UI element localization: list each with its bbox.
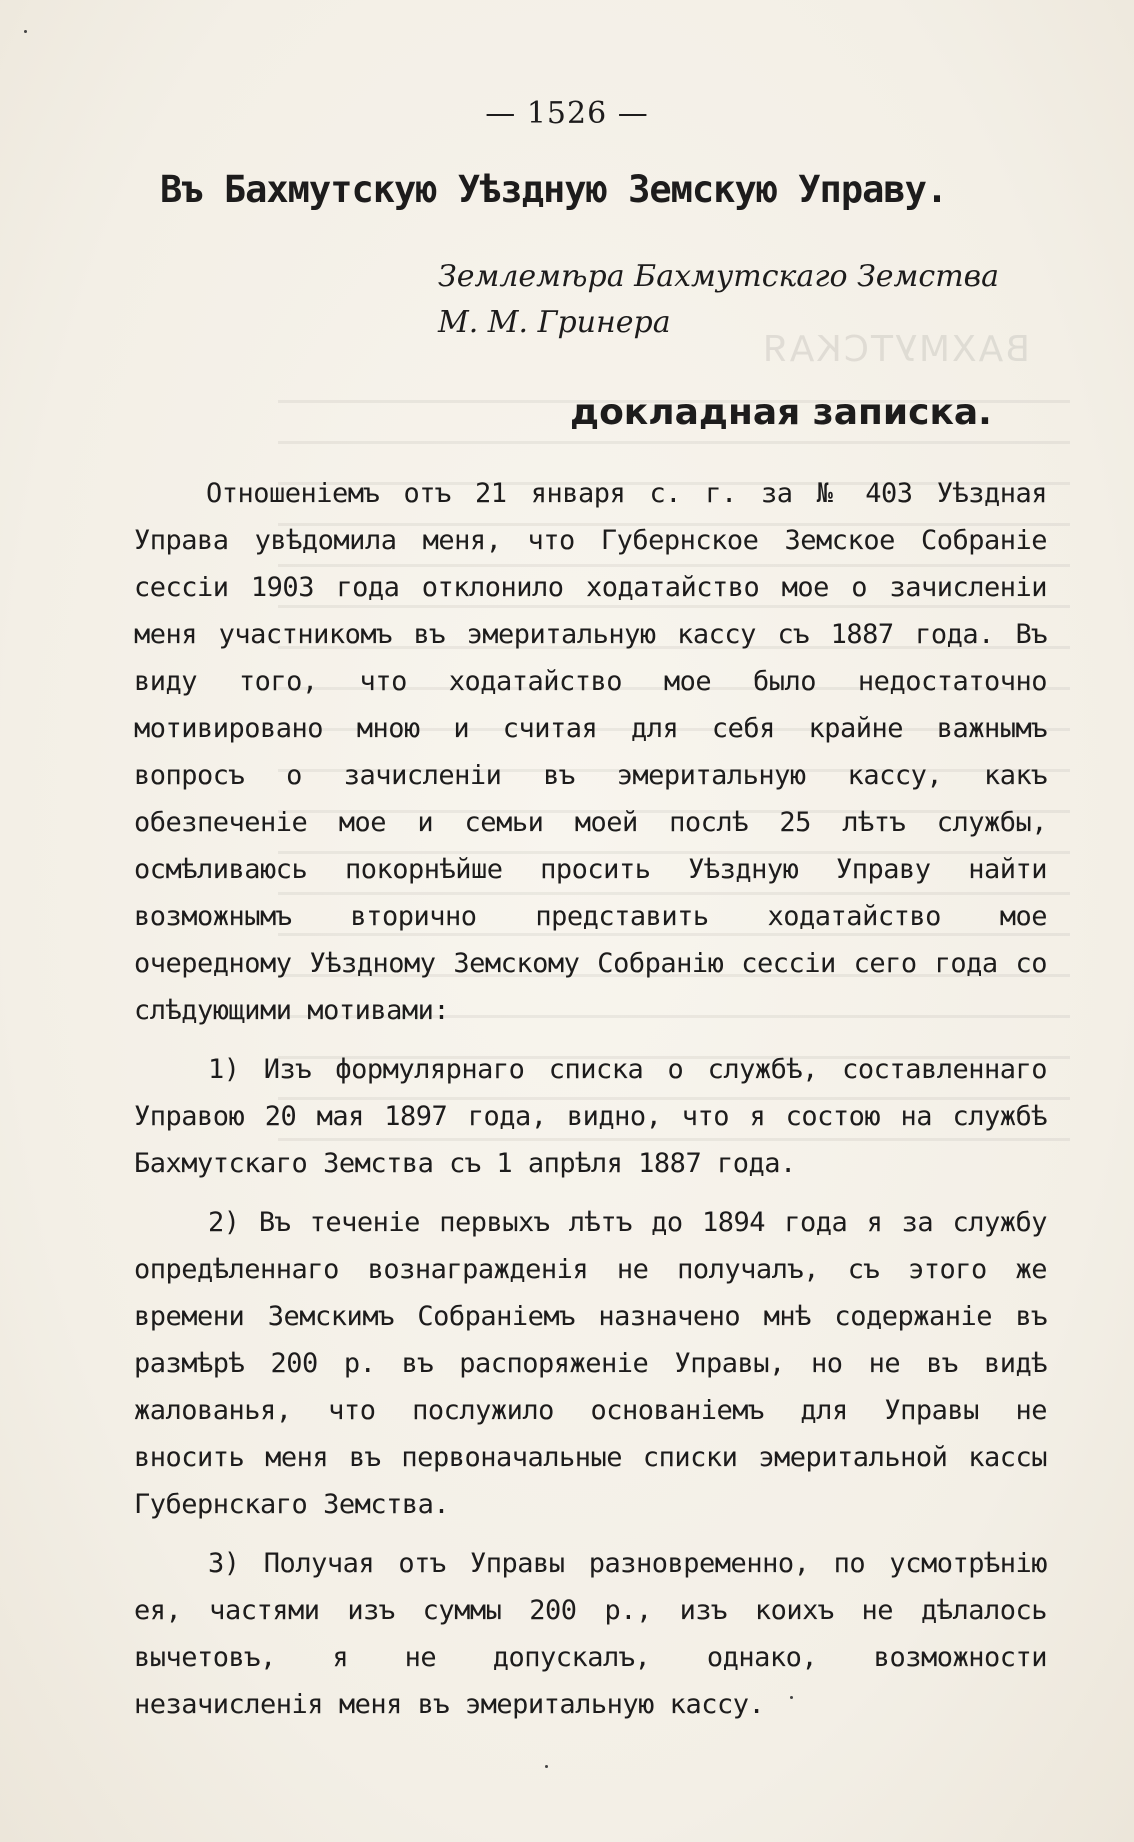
- paper-speck: [790, 1696, 793, 1699]
- reverse-side-bleed-through: ВАХМУТСКАЯ: [190, 230, 1070, 1460]
- paper-speck: [545, 1765, 548, 1768]
- paper-speck: [24, 30, 27, 33]
- addressee-heading: Въ Бахмутскую Уѣздную Земскую Управу.: [160, 168, 948, 211]
- paragraph-point-1: 1) Изъ формулярнаго списка о службѣ, составленнаго Управою 20 мая 1897 года, видно, что я состою на службѣ Бахмутскаго Земства съ 1 апрѣля 1887 года.: [134, 1054, 1047, 1179]
- author-line: Землемѣра Бахмутскаго Земства М. М. Гринера: [438, 259, 999, 340]
- report-body: [134, 470, 1047, 1740]
- paragraph-point-3: 3) Получая отъ Управы разновременно, по усмотрѣнію ея, частями изъ суммы 200 р., изъ коихъ не дѣлалось вычетовъ, я не допускалъ, однако, возможности незачисленія меня въ эмеритальную кассу.: [134, 1548, 1047, 1720]
- document-title: докладная записка.: [570, 392, 992, 433]
- paragraph-intro: Отношеніемъ отъ 21 января с. г. за № 403 Уѣздная Управа увѣдомила меня, что Губернское Земское Собраніе сессіи 1903 года отклонило ходатайство мое о зачисленіи меня участникомъ въ эмеритальную кассу съ 1887 года. Въ виду того, что ходатайство мое было недостаточно мотивировано мною и считая для себя крайне важнымъ вопросъ о зачисленіи въ эмеритальную кассу, какъ обезпеченіе мое и семьи моей послѣ 25 лѣтъ службы, осмѣливаюсь покорнѣйше просить Уѣздную Управу найти возможнымъ вторично представить ходатайство мое очередному Уѣздному Земскому Собранію сессіи сего года со слѣдующими мотивами:: [134, 478, 1047, 1026]
- page-number: — 1526 —: [485, 96, 649, 131]
- paragraph-point-2: 2) Въ теченіе первыхъ лѣтъ до 1894 года я за службу опредѣленнаго вознагражденія не получалъ, съ этого же времени Земскимъ Собраніемъ назначено мнѣ содержаніе въ размѣрѣ 200 р. въ распоряженіе Управы, но не въ видѣ жалованья, что послужило основаніемъ для Управы не вносить меня въ первоначальные списки эмеритальной кассы Губернскаго Земства.: [134, 1207, 1047, 1520]
